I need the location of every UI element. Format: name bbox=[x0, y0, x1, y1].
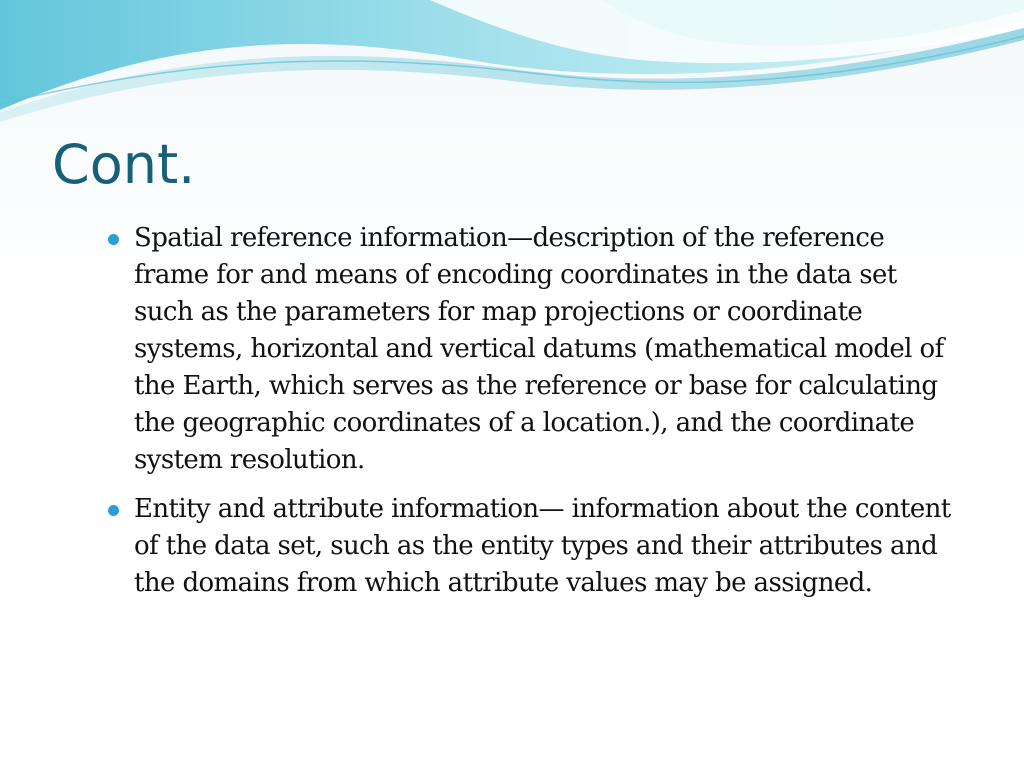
slide-title: Cont. bbox=[52, 133, 196, 196]
bullet-icon bbox=[108, 505, 119, 516]
bullet-text: Entity and attribute information— information about the content of the data set, such as the entity types and their attributes and the domains from which attribute values may be assigned. bbox=[134, 494, 951, 598]
bullet-list bbox=[106, 220, 956, 614]
header-wave-decoration bbox=[0, 0, 1024, 130]
bullet-item bbox=[106, 491, 956, 602]
bullet-text: Spatial reference information—description of the reference frame for and means of encoding coordinates in the data set such as the parameters for map projections or coordinate systems, horizontal and vertical datums (mathematical model of the Earth, which serves as the reference or base for calculating the geographic coordinates of a location.), and the coordinate system resolution. bbox=[134, 223, 944, 475]
bullet-icon bbox=[108, 234, 119, 245]
bullet-item bbox=[106, 220, 956, 479]
